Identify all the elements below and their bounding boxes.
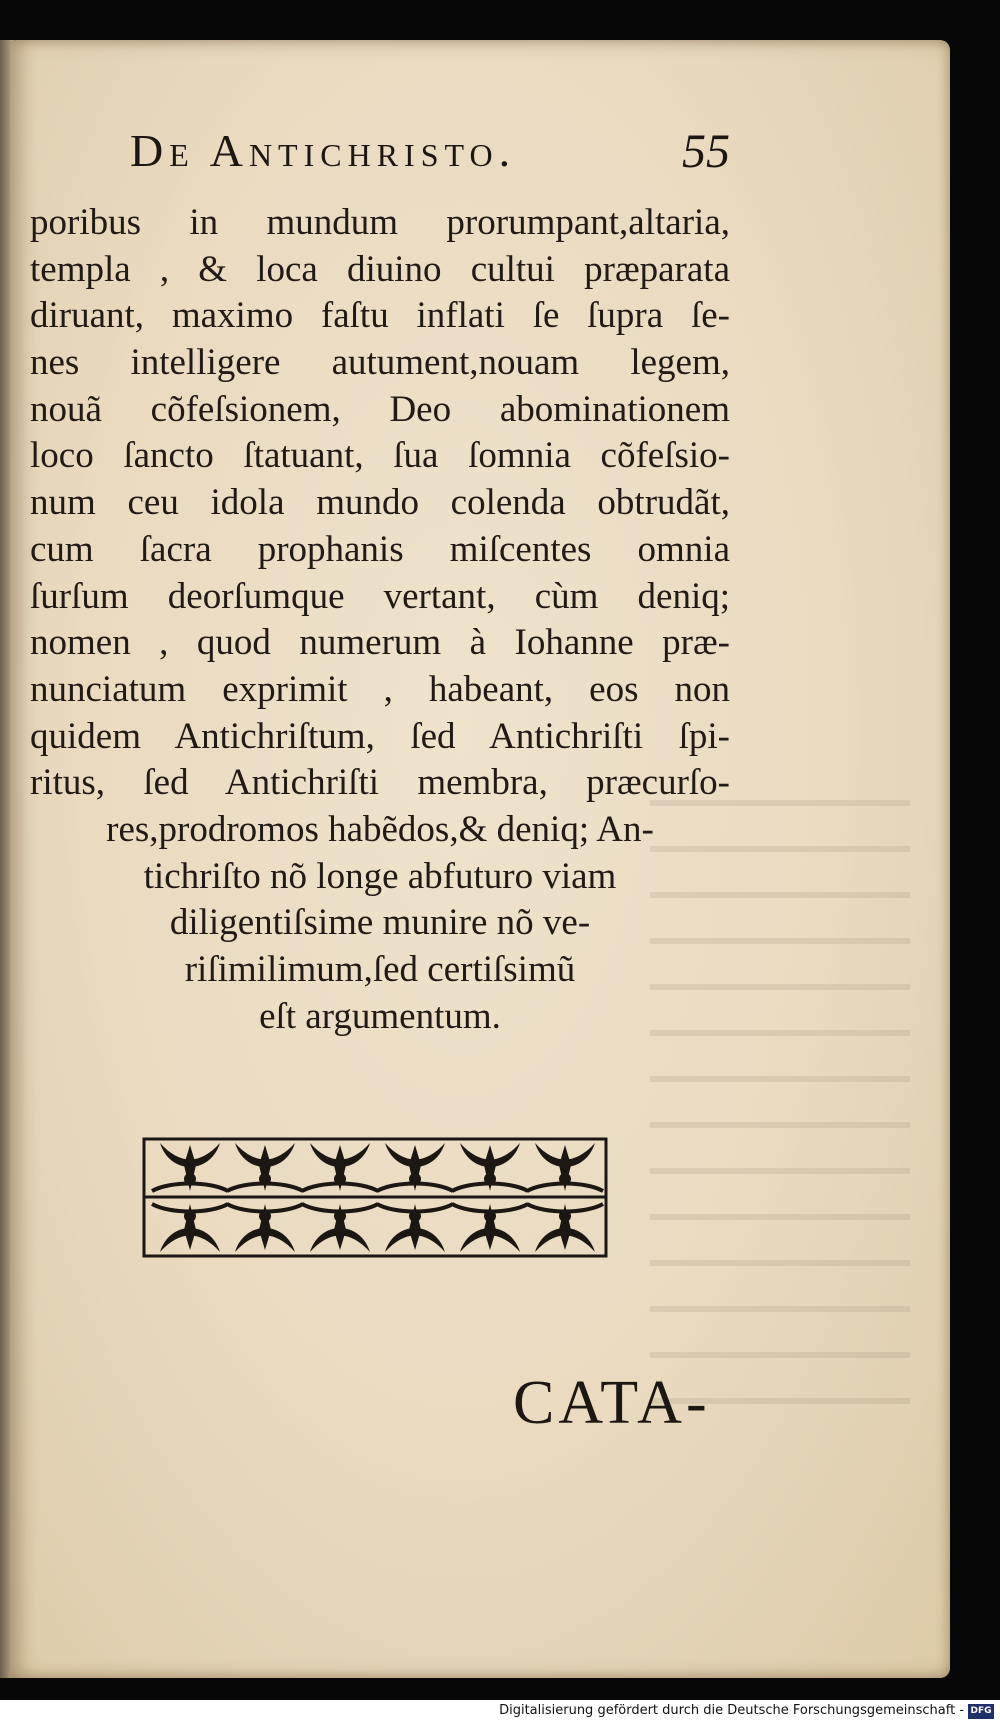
- dfg-logo-icon[interactable]: DFG: [968, 1704, 994, 1719]
- text-line: loco ſancto ſtatuant, ſua ſomnia cõfeſsio-: [30, 435, 730, 477]
- page-number: 55: [682, 125, 730, 178]
- text-line: eſt argumentum.: [259, 995, 501, 1037]
- text-line: nunciatum exprimit , habeant, eos non: [30, 668, 730, 710]
- text-line: cum ſacra prophanis miſcentes omnia: [30, 528, 730, 570]
- running-head: [120, 110, 730, 190]
- text-line: poribus in mundum prorumpant,altaria,: [30, 202, 730, 243]
- text-line: tichriſto nõ longe abfuturo viam: [143, 855, 617, 897]
- text-line: nomen , quod numerum à Iohanne præ-: [30, 622, 730, 664]
- text-line: riſimilimum,ſed certiſsimũ: [184, 949, 576, 990]
- text-line: templa , & loca diuino cultui præparata: [30, 248, 730, 290]
- text-line: nouã cõfeſsionem, Deo abominationem: [30, 388, 730, 430]
- text-line: nes intelligere autument,nouam legem,: [30, 342, 730, 384]
- text-line: diruant, maximo faſtu inflati ſe ſupra ſe-: [30, 295, 730, 337]
- funding-note: Digitalisierung gefördert durch die Deutsche Forschungsgemeinschaft -: [499, 1703, 964, 1718]
- body-text: [30, 200, 730, 1040]
- running-title: De Antichristo.: [130, 125, 517, 176]
- text-line: diligentiſsime munire nõ ve-: [169, 902, 591, 944]
- floral-ornament-icon: [140, 1135, 610, 1260]
- catchword: CATA-: [513, 1369, 711, 1437]
- footer-bar: [0, 1700, 1000, 1723]
- text-line: num ceu idola mundo colenda obtrudãt,: [30, 482, 730, 524]
- text-line: ritus, ſed Antichriſti membra, præcurſo-: [30, 762, 730, 804]
- text-line: quidem Antichriſtum, ſed Antichriſti ſpi-: [30, 715, 730, 757]
- text-line: ſurſum deorſumque vertant, cùm deniq;: [30, 575, 730, 617]
- text-line: res,prodromos habẽdos,& deniq; An-: [106, 808, 654, 850]
